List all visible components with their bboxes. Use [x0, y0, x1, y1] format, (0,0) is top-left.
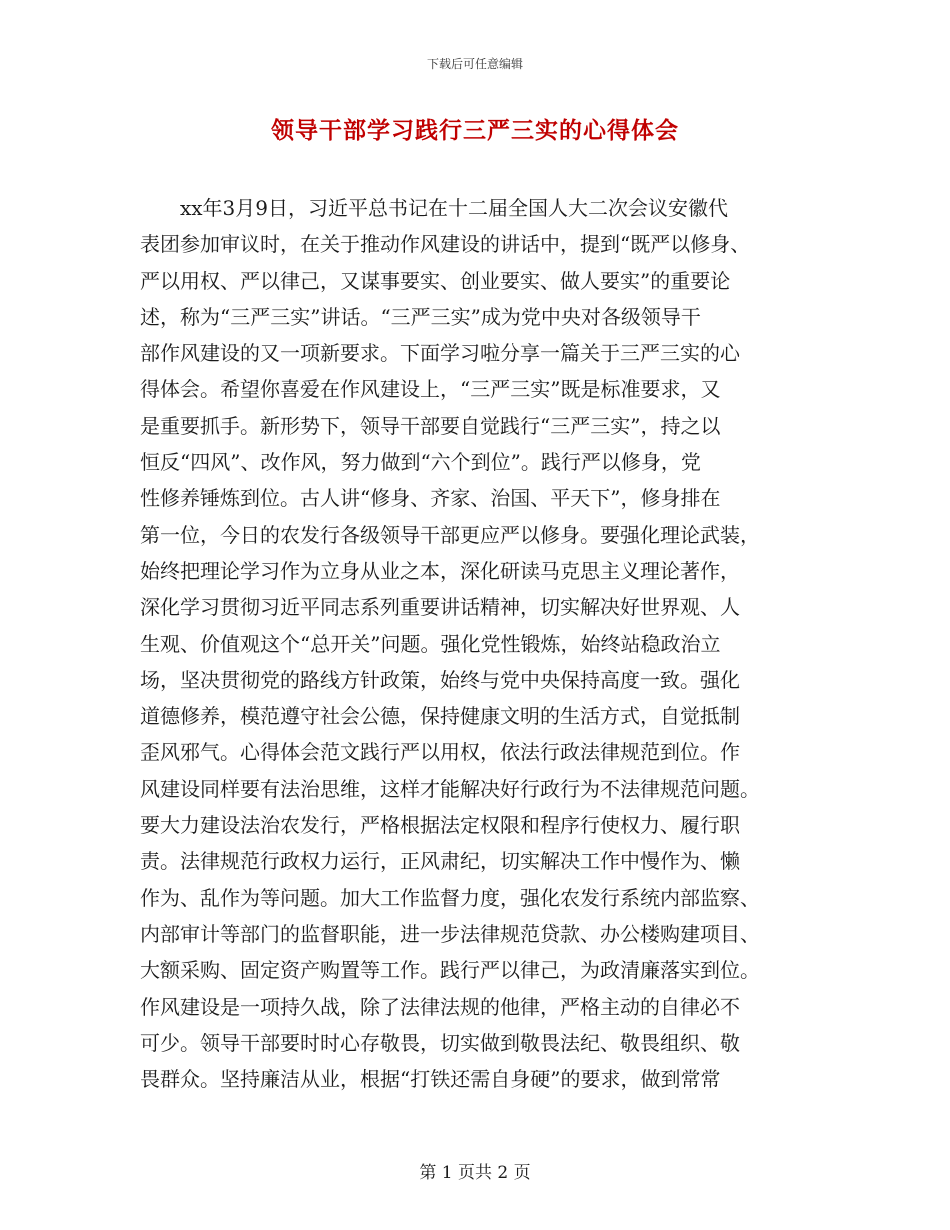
body-line: 是重要抓手。新形势下，领导干部要自觉践行“三严三实”，持之以: [140, 413, 721, 438]
body-line: 生观、价值观这个“总开关”问题。强化党性锻炼，始终站稳政治立: [140, 631, 721, 656]
body-line: xx年3月9日，习近平总书记在十二届全国人大二次会议安徽代: [140, 196, 729, 220]
document-body: [140, 190, 812, 1097]
body-line: 恒反“四风”、改作风，努力做到“六个到位”。践行严以修身，党: [140, 450, 701, 475]
body-line: 性修养锤炼到位。古人讲“修身、齐家、治国、平天下”，修身排在: [140, 486, 721, 511]
document-title: 领导干部学习践行三严三实的心得体会: [271, 117, 679, 144]
body-line: 深化学习贯彻习近平同志系列重要讲话精神，切实解决好世界观、人: [140, 595, 740, 620]
body-line: 第一位，今日的农发行各级领导干部更应严以修身。要强化理论武装，: [140, 522, 760, 547]
page-number-footer: 第 1 页共 2 页: [419, 1163, 531, 1183]
body-line: 责。法律规范行政权力运行，正风肃纪，切实解决工作中慢作为、懒: [140, 849, 740, 874]
body-line: 畏群众。坚持廉洁从业，根据“打铁还需自身硬”的要求，做到常常: [140, 1067, 721, 1092]
body-line: 要大力建设法治农发行，严格根据法定权限和程序行使权力、履行职: [140, 813, 740, 838]
body-line: 严以用权、严以律己，又谋事要实、创业要实、做人要实”的重要论: [140, 268, 731, 293]
body-line: 作风建设是一项持久战，除了法律法规的他律，严格主动的自律必不: [140, 994, 740, 1019]
body-line: 表团参加审议时，在关于推动作风建设的讲话中，提到“既严以修身、: [140, 232, 751, 257]
page-header-note: 下载后可任意编辑: [426, 57, 523, 71]
body-line: 场，坚决贯彻党的路线方针政策，始终与党中央保持高度一致。强化: [140, 667, 740, 692]
body-line: 述，称为“三严三实”讲话。“三严三实”成为党中央对各级领导干: [140, 304, 701, 329]
body-line: 大额采购、固定资产购置等工作。践行严以律己，为政清廉落实到位。: [140, 958, 760, 983]
body-line: 部作风建设的又一项新要求。下面学习啦分享一篇关于三严三实的心: [140, 341, 740, 366]
body-line: 始终把理论学习作为立身从业之本，深化研读马克思主义理论著作，: [140, 558, 740, 583]
body-line: 风建设同样要有法治思维，这样才能解决好行政行为不法律规范问题。: [140, 776, 760, 801]
body-line: 歪风邪气。心得体会范文践行严以用权，依法行政法律规范到位。作: [140, 740, 740, 765]
body-line: 内部审计等部门的监督职能，进一步法律规范贷款、办公楼购建项目、: [140, 921, 760, 946]
body-line: 作为、乱作为等问题。加大工作监督力度，强化农发行系统内部监察、: [140, 885, 760, 910]
body-line: 得体会。希望你喜爱在作风建设上，“三严三实”既是标准要求，又: [140, 377, 721, 402]
body-line: 可少。领导干部要时时心存敬畏，切实做到敬畏法纪、敬畏组织、敬: [140, 1030, 740, 1055]
body-line: 道德修养，模范遵守社会公德，保持健康文明的生活方式，自觉抵制: [140, 704, 740, 729]
